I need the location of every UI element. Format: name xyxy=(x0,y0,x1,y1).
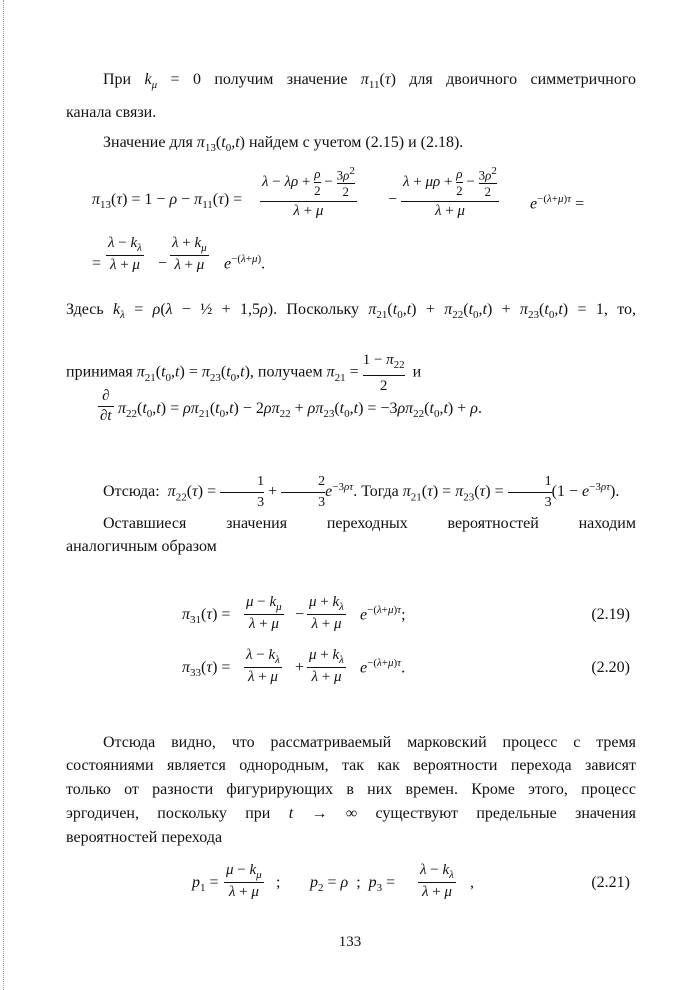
paragraph-6-line-1: Отсюда видно, что рассматриваемый марковский процесс с тремя xyxy=(103,734,636,751)
paragraph-5-line-2: аналогичным образом xyxy=(66,538,217,555)
equation-2-20: $\pi_{33}(\tau)$ = $\frac{\lambda - k_\lambda}{\lambda + \mu}$ + $\frac{\mu + k_\lambda}{\lambda + \mu}$ $e^{-(\lambda+\mu)\tau}$. (2.20) xyxy=(182,647,630,685)
equation-number-2-21: (2.21) xyxy=(591,874,630,891)
paragraph-5-line-1: Оставшиеся значения переходных вероятностей находим xyxy=(103,515,636,532)
equation-pi13: $\pi_{13}(\tau) = 1 - \rho - \pi_{11}(\tau)$ = λ − λρ + $\frac{\rho}{2}$ − $\frac{3\rho^2}{2}$ λ + μ − λ + μρ + $\frac{\rho}{2}$ − $\frac{3\rho^2}{2}$ λ + μ $e^{-(\lambda+\mu)\tau}$ = = $\frac{\lambda - k_\lambda}{\lambda + \mu}$ − $\frac{\lambda + k_\mu}{\lambda + \mu}$ $e^{-(\lambda+\mu)}$. xyxy=(92,165,585,273)
paragraph-1-line-2: канала связи. xyxy=(66,104,157,121)
paragraph-3-line-1: Здесь $k_\lambda = \rho(\lambda$ − ½ + 1,5ρ). Поскольку $\pi_{21}(t_0,t) + \pi_{22}(t_0,t) + \pi_{23}(t_0,t) = 1$, то, xyxy=(66,301,636,322)
equation-2-19: $\pi_{31}(\tau)$ = $\frac{\mu - k_\mu}{\lambda + \mu}$ − $\frac{\mu + k_\lambda}{\lambda + \mu}$ $e^{-(\lambda+\mu)\tau}$; (2.19) xyxy=(182,594,630,632)
paragraph-2: Значение для $\pi_{13}(t_0,t)$ найдем с учетом (2.15) и (2.18). xyxy=(103,134,464,155)
equation-number-2-20: (2.20) xyxy=(591,659,630,676)
paragraph-1-line-1: При $k_\mu = 0$ получим значение $\pi_{11}(\tau)$ для двоичного симметричного xyxy=(103,71,637,92)
page-number: 133 xyxy=(338,934,362,950)
paragraph-3-line-2: принимая $\pi_{21}(t_0,t) = \pi_{23}(t_0,t)$, получаем $\pi_{21}$ = $\frac{1 - \pi_{22}}{2}$ и xyxy=(66,352,422,394)
equation-number-2-19: (2.19) xyxy=(591,606,630,623)
paragraph-6-line-3: только от разности фигурирующих в них времен. Кроме этого, процесс xyxy=(66,781,636,798)
paragraph-6-line-4: эргодичен, поскольку при t → ∞ существуют предельные значения xyxy=(66,805,637,822)
left-margin-dotted-line xyxy=(3,0,4,990)
paragraph-6-line-5: вероятностей перехода xyxy=(66,829,223,846)
equation-differential: ∂ ∂t $\pi_{22}(t_0,t) = \rho\pi_{21}(t_0,t) - 2\rho\pi_{22} + \rho\pi_{23}(t_0,t) = -3\rho\pi_{22}(t_0,t) + \rho$. xyxy=(100,388,482,424)
paragraph-6-line-2: состояниями является однородным, так как вероятности перехода зависят xyxy=(66,757,636,774)
equation-2-21: $p_1$ = $\frac{\mu - k_\mu}{\lambda + \mu}$ ; $p_2 = \rho$ ; $p_3$ = $\frac{\lambda - k_\lambda}{\lambda + \mu}$ , (2.21) xyxy=(192,862,630,900)
paragraph-4: Отсюда: $\pi_{22}(\tau)$ = $\frac{1}{3}$ + $\frac{2}{3}$ $e^{-3\rho\tau}$. Тогда $\pi_{21}(\tau) = \pi_{23}(\tau)$ = $\frac{1}{3}$ $(1 - e^{-3\rho\tau})$. xyxy=(66,472,636,513)
